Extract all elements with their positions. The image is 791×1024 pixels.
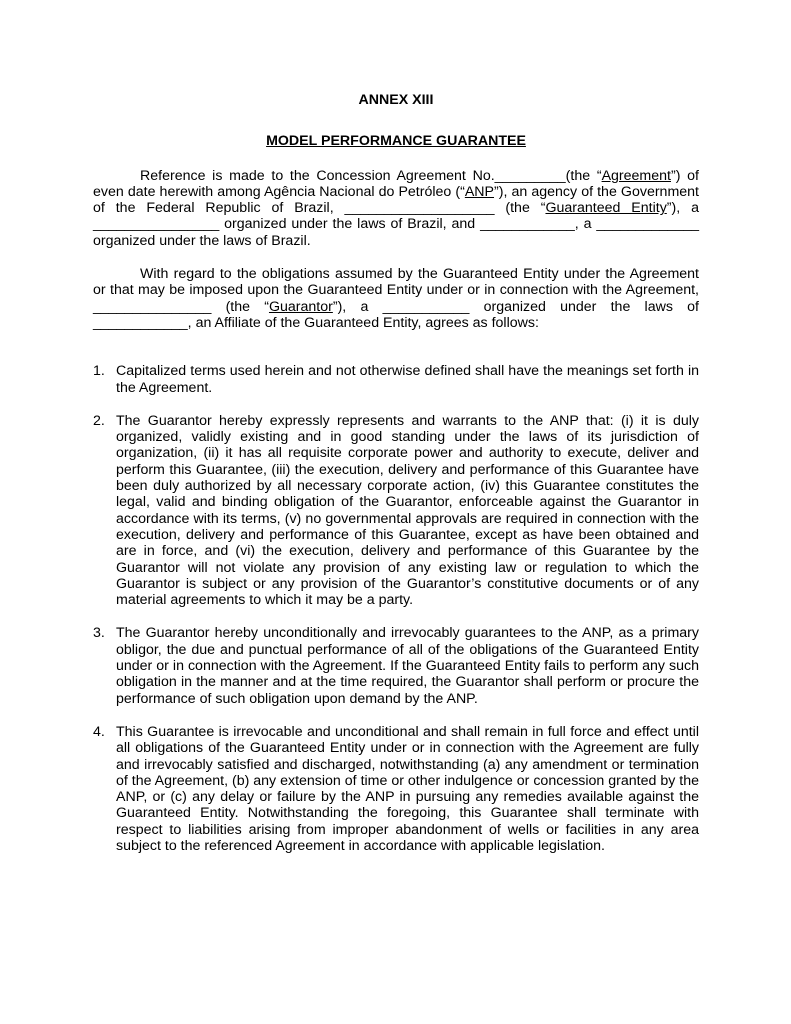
term-guaranteed-entity: Guaranteed Entity (545, 200, 667, 217)
clause-number: 1. (93, 363, 105, 380)
clause-text: The Guarantor hereby expressly represents and warrants to the ANP that: (i) it is duly organized, validly existing and in good standing under the laws of its jurisdiction of organization, (ii) it has all requisite corporate power and authority to execute, deliver and perform this Guarantee, (iii) the execution, delivery and performance of this Guarantee have been duly authorized by all necessary corporate action, (iv) this Guarantee constitutes the legal, valid and binding obligation of the Guarantor, enforceable against the Guarantor in accordance with its terms, (v) no governmental approvals are required in connection with the execution, delivery and performance of this Guarantee, except as have been obtained and are in force, and (vi) the execution, delivery and performance of this Guarantee by the Guarantor will not violate any provision of any existing law or regulation to which the Guarantor is subject or any provision of the Guarantor’s constitutive documents or of any material agreements to which it may be a party. (116, 412, 699, 609)
reference-text-c: ”), an agency of the Government of the Federal Republic of Brazil, ___________________ (the “ (93, 183, 699, 217)
clause-number: 4. (93, 723, 105, 740)
reference-text-b: ”) of even date herewith among Agência Nacional do Petróleo (“ (93, 167, 699, 200)
reference-paragraph (93, 168, 699, 249)
clause-text: Capitalized terms used herein and not otherwise defined shall have the meanings set forth in the Agreement. (116, 363, 699, 396)
clause-text: The Guarantor hereby unconditionally and irrevocably guarantees to the ANP, as a primary obligor, the due and punctual performance of all of the obligations of the Guaranteed Entity under or in connection with the Agreement. If the Guaranteed Entity fails to perform any such obligation in the manner and at the time required, the Guarantor shall perform or procure the performance of such obligation upon demand by the ANP. (116, 625, 699, 707)
clause-text: This Guarantee is irrevocable and unconditional and shall remain in full force and effect until all obligations of the Guaranteed Entity under or in connection with the Agreement are fully and irrevocably satisfied and discharged, notwithstanding (a) any amendment or termination of the Agreement, (b) any extension of time or other indulgence or concession granted by the ANP, or (c) any delay or failure by the ANP in pursuing any remedies available against the Guaranteed Entity. Notwithstanding the foregoing, this Guarantee shall terminate with respect to liabilities arising from improper abandonment of wells or facilities in any area subject to the referenced Agreement in accordance with applicable legislation. (116, 723, 699, 854)
obligations-paragraph (93, 266, 699, 331)
document-page (93, 90, 699, 871)
reference-text-a: Reference is made to the Concession Agreement No._________(the “ (140, 167, 602, 184)
clause-item (93, 363, 699, 396)
annex-heading: ANNEX XIII (358, 92, 434, 108)
obligations-text-a: With regard to the obligations assumed by the Guaranteed Entity under the Agreement or that may be imposed upon the Guaranteed Entity under or in connection with the Agreement, _______________ (the “ (93, 266, 699, 315)
reference-text-d: ”), a ________________ organized under the laws of Brazil, and ____________, a _____________ organized under the laws of Brazil. (93, 200, 699, 249)
clause-item (93, 724, 699, 854)
term-guarantor: Guarantor (268, 298, 333, 315)
document-title: MODEL PERFORMANCE GUARANTEE (266, 133, 526, 150)
obligations-text-b: ”), a ___________ organized under the laws of ____________, an Affiliate of the Guaranteed Entity, agrees as follows: (93, 298, 699, 331)
clause-item (93, 625, 699, 706)
clause-number: 2. (93, 412, 105, 429)
clause-item (93, 413, 699, 609)
term-agreement: Agreement (601, 167, 671, 184)
clause-number: 3. (93, 625, 105, 642)
clause-list (93, 363, 699, 854)
term-anp: ANP (464, 183, 495, 200)
